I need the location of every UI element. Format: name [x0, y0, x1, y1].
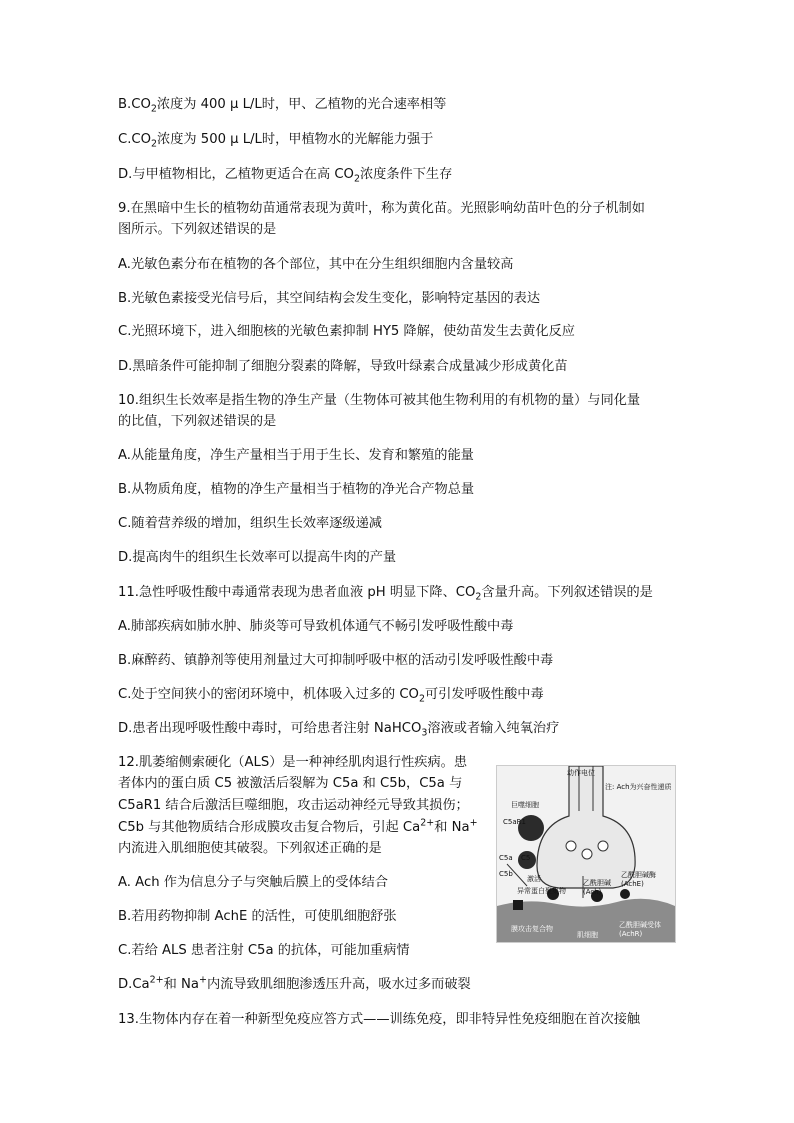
q9-option-d: D.黑暗条件可能抑制了细胞分裂素的降解，导致叶绿素合成量减少形成黄化苗	[118, 359, 568, 374]
label-macrophage: 巨噬细胞	[511, 801, 539, 809]
q10-option-c: C.随着营养级的增加，组织生长效率逐级递减	[118, 516, 382, 531]
label-c5a: C5a	[499, 854, 513, 862]
label-muscle: 肌细胞	[577, 931, 598, 939]
q12-stem-line2: 者体内的蛋白质 C5 被激活后裂解为 C5a 和 C5b，C5a 与	[118, 776, 463, 791]
q12-stem-line3: C5aR1 结合后激活巨噬细胞，攻击运动神经元导致其损伤；	[118, 798, 469, 813]
q9-option-b: B.光敏色素接受光信号后，其空间结构会发生变化，影响特定基因的表达	[118, 291, 541, 306]
q10-stem-line1: 10.组织生长效率是指生物的净生产量（生物体可被其他生物利用的有机物的量）与同化量	[118, 393, 641, 408]
q12-option-a: A. Ach 作为信息分子与突触后膜上的受体结合	[118, 875, 388, 890]
label-ach: 乙酰胆碱 (Ach)	[583, 879, 611, 896]
q10-option-b: B.从物质角度，植物的净生产量相当于植物的净光合产物总量	[118, 482, 475, 497]
q11-option-b: B.麻醉药、镇静剂等使用剂量过大可抑制呼吸中枢的活动引发呼吸性酸中毒	[118, 653, 554, 668]
label-c5: C5	[521, 854, 531, 862]
label-achr: 乙酰胆碱受体 (AchR)	[619, 921, 661, 938]
q10-option-d: D.提高肉牛的组织生长效率可以提高牛肉的产量	[118, 550, 397, 565]
q12-stem-line1: 12.肌萎缩侧索硬化（ALS）是一种神经肌肉退行性疾病。患	[118, 755, 468, 770]
label-activate: 激活	[527, 875, 541, 883]
q8-option-d: D.与甲植物相比，乙植物更适合在高 $CO_2$浓度条件下生存	[118, 167, 453, 185]
q10-option-a: A.从能量角度，净生产量相当于用于生长、发育和繁殖的能量	[118, 448, 474, 463]
aggregate-3	[620, 889, 630, 899]
q11-option-a: A.肺部疾病如肺水肿、肺炎等可导致机体通气不畅引发呼吸性酸中毒	[118, 619, 514, 634]
vesicle-1	[566, 841, 576, 851]
q8-option-b: $B.CO_2$浓度为 400 μ L/L时，甲、乙植物的光合速率相等	[118, 97, 447, 115]
q9-option-a: A.光敏色素分布在植物的各个部位，其中在分生组织细胞内含量较高	[118, 257, 514, 272]
q12-stem-line4: C5b 与其他物质结合形成膜攻击复合物后，引起 $Ca^{2+}$和 Na+	[118, 817, 478, 835]
q12-option-c: C.若给 ALS 患者注射 C5a 的抗体，可能加重病情	[118, 943, 410, 958]
label-note: 注: Ach为兴奋性递质	[605, 783, 672, 791]
q9-stem-line1: 9.在黑暗中生长的植物幼苗通常表现为黄叶，称为黄化苗。光照影响幼苗叶色的分子机制如	[118, 201, 645, 216]
label-c5b: C5b	[499, 870, 513, 878]
label-action-potential: 动作电位	[567, 769, 595, 777]
q11-option-c: C.处于空间狭小的密闭环境中，机体吸入过多的 $CO_2$可引发呼吸性酸中毒	[118, 687, 544, 705]
label-mac: 膜攻击复合物	[511, 925, 553, 933]
q11-option-d: D.患者出现呼吸性酸中毒时，可给患者注射 NaHCO$_3$溶液或者输入纯氧治疗	[118, 721, 560, 739]
q12-option-b: B.若用药物抑制 AchE 的活性，可使肌细胞舒张	[118, 909, 397, 924]
q12-stem-line5: 内流进入肌细胞使其破裂。下列叙述正确的是	[118, 841, 382, 856]
label-abnormal-protein: 异常蛋白聚集物	[517, 887, 566, 895]
vesicle-2	[582, 849, 592, 859]
q9-stem-line2: 图所示。下列叙述错误的是	[118, 222, 277, 237]
q9-option-c: C.光照环境下，进入细胞核的光敏色素抑制 HY5 降解，使幼苗发生去黄化反应	[118, 324, 575, 339]
q13-stem-line1: 13.生物体内存在着一种新型免疫应答方式——训练免疫，即非特异性免疫细胞在首次接触	[118, 1012, 641, 1027]
q8-option-c: $C.CO_2$浓度为 500 μ L/L时，甲植物水的光解能力强于	[118, 132, 434, 150]
label-ache: 乙酰胆碱酶 (AchE)	[621, 871, 656, 888]
q12-option-d: $D.Ca^{2+}$和 Na+内流导致肌细胞渗透压升高，吸水过多而破裂	[118, 974, 471, 992]
als-synapse-figure	[496, 765, 676, 943]
mac-shape	[513, 900, 523, 910]
label-c5ar1: C5aR1	[503, 818, 526, 826]
q11-stem: 11.急性呼吸性酸中毒通常表现为患者血液 pH 明显下降、$CO_2$含量升高。下列叙述错误的是	[118, 585, 653, 603]
q10-stem-line2: 的比值，下列叙述错误的是	[118, 414, 277, 429]
vesicle-3	[598, 841, 608, 851]
